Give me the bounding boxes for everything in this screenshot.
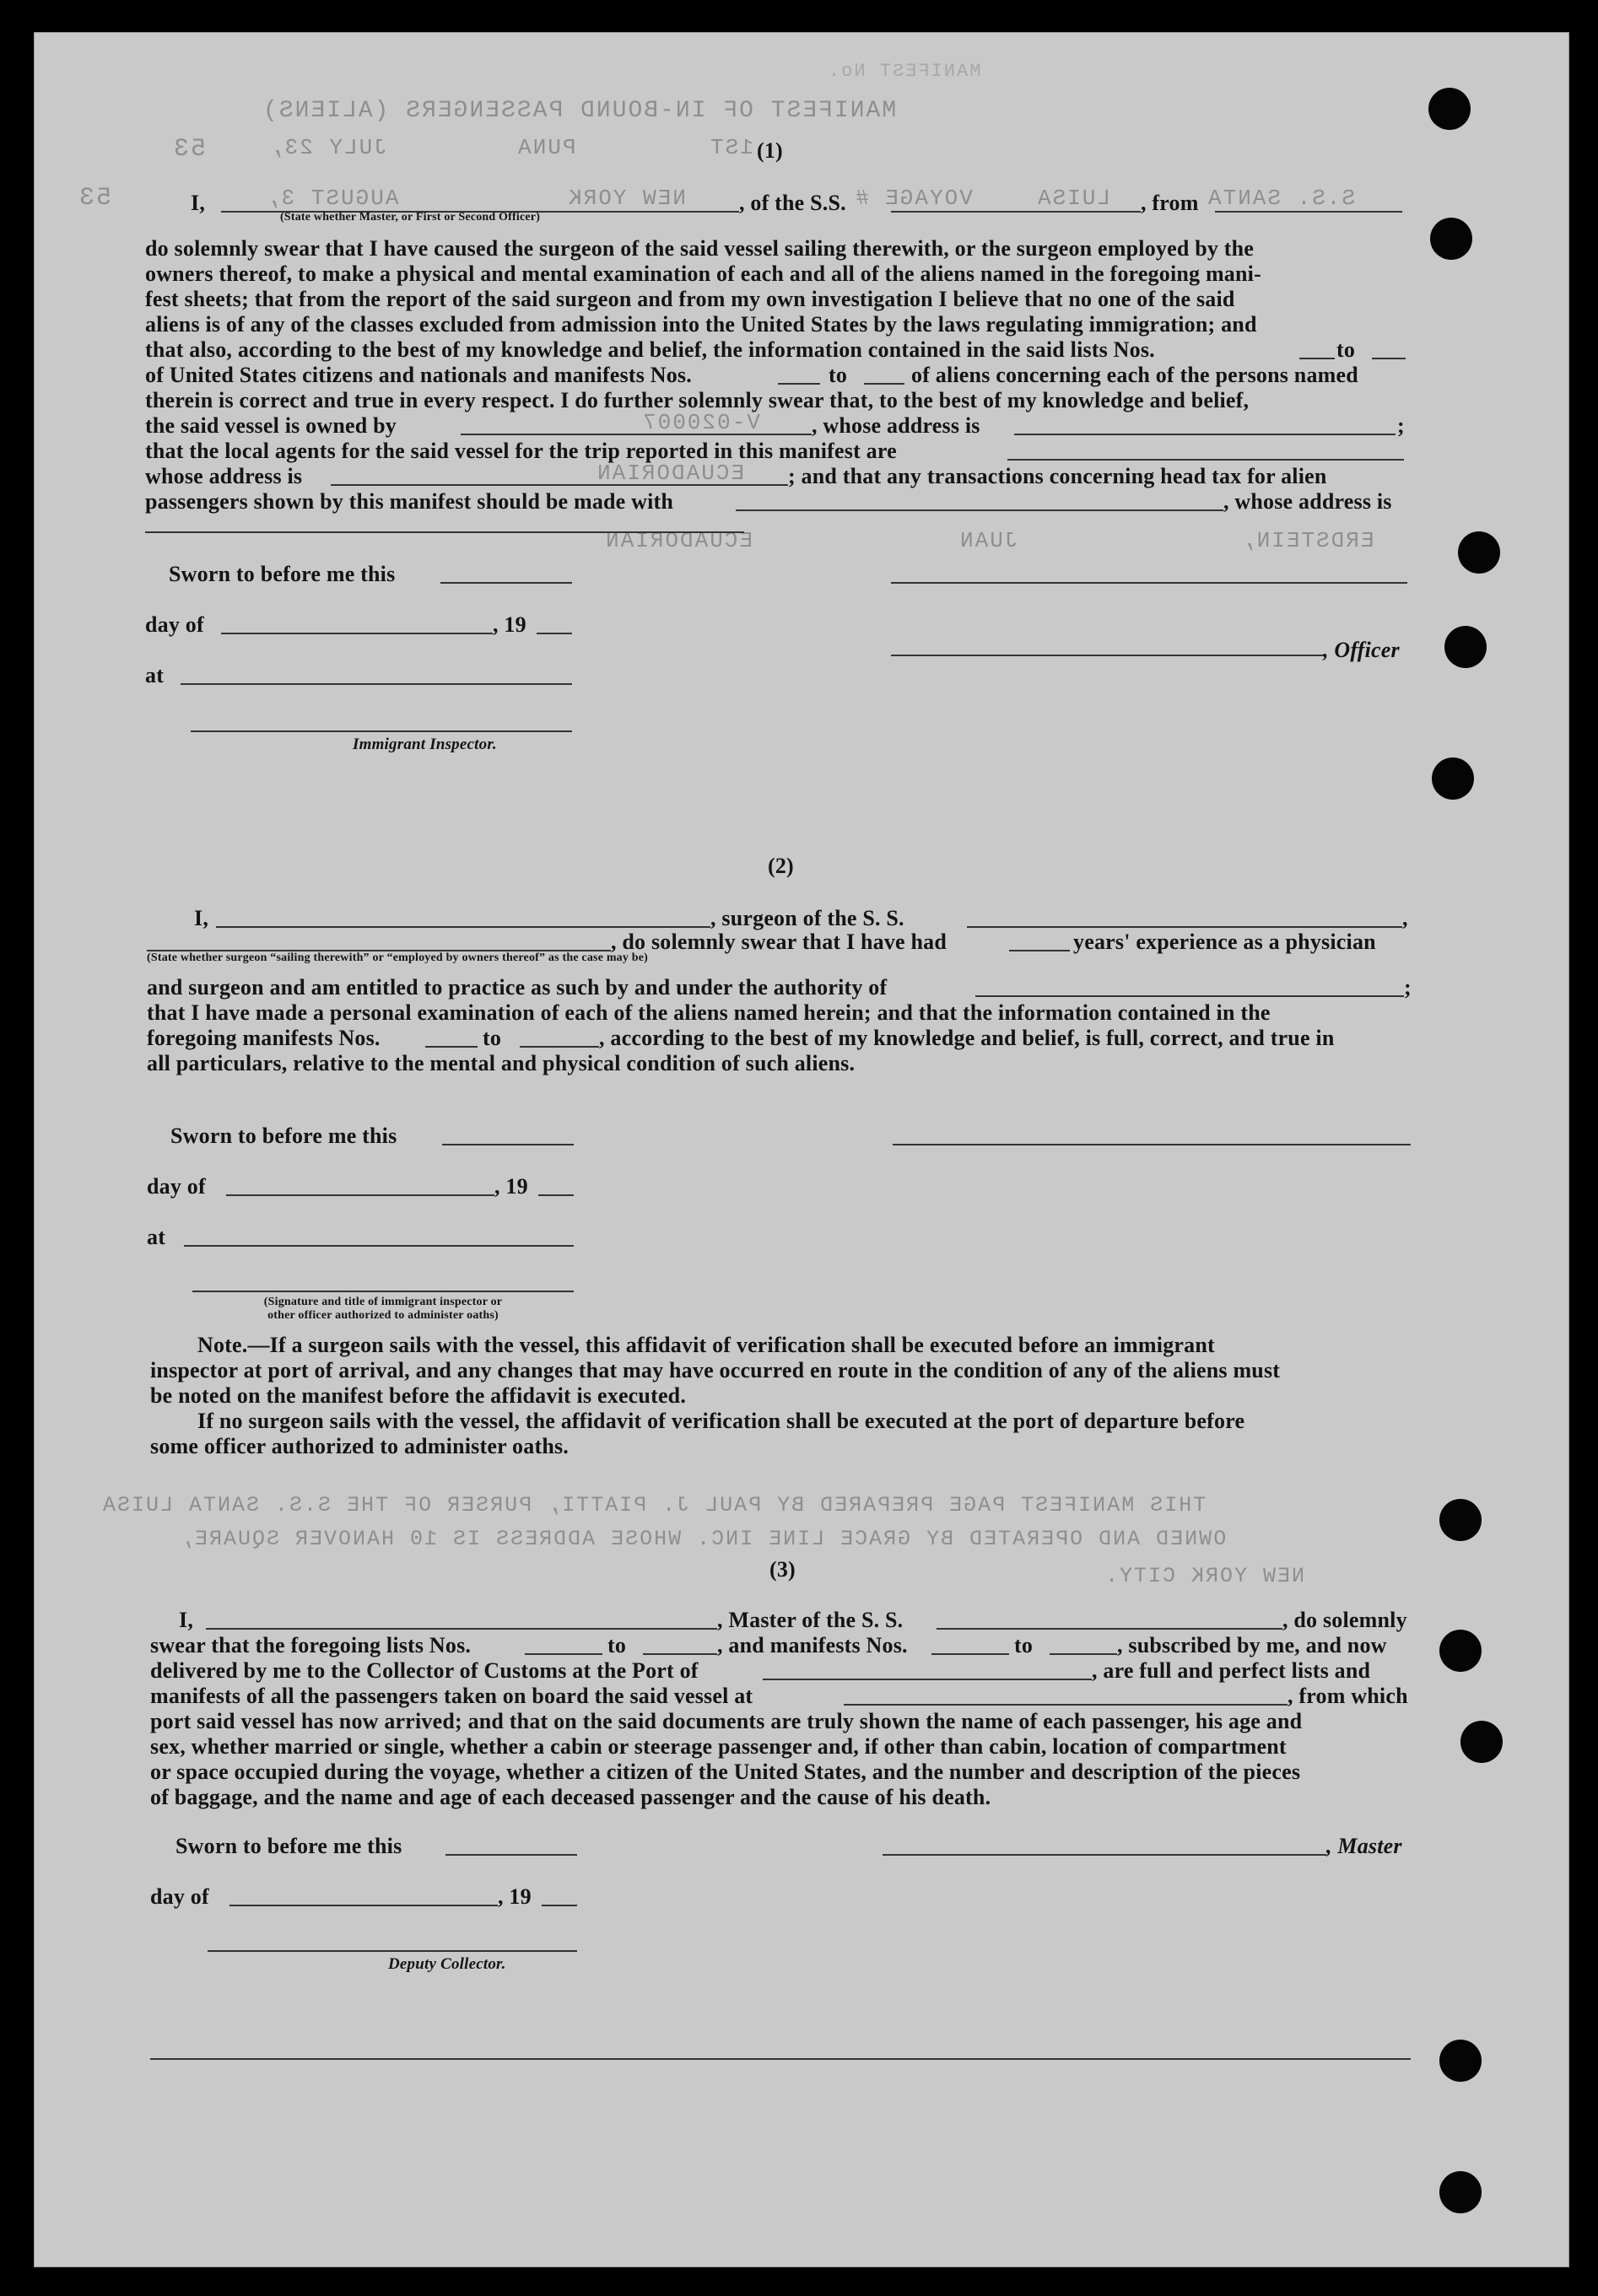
binder-hole <box>1458 531 1500 574</box>
binder-hole <box>1430 218 1472 260</box>
oath-text: , are full and perfect lists and <box>1092 1658 1371 1683</box>
year-label: , 19 <box>494 1174 528 1199</box>
oath-line: foregoing manifests Nos. <box>147 1026 381 1050</box>
fill-line <box>736 509 1223 511</box>
note-text: inspector at port of arrival, and any changes that may have occurred en route in the condition of any of the aliens must <box>150 1358 1281 1382</box>
bleed-text: ECUADORIAN <box>604 528 753 553</box>
oath-line: that the local agents for the said vessel for the trip reported in this manifest are <box>145 439 897 463</box>
bleed-text: JULY 23, <box>268 135 387 160</box>
signature-line <box>893 1144 1411 1145</box>
oath-text: , from which <box>1288 1684 1408 1708</box>
at-label: at <box>147 1225 166 1249</box>
oath-text: I, <box>179 1608 194 1632</box>
at-label: at <box>145 663 165 687</box>
field-note: (State whether surgeon “sailing therewith” or “employed by owners thereof” as the case may be) <box>147 951 649 964</box>
oath-line: the said vessel is owned by <box>145 413 397 438</box>
section-number: (3) <box>769 1557 796 1582</box>
oath-text: to <box>829 363 848 387</box>
fill-line <box>891 211 1141 213</box>
oath-text: , whose address is <box>812 413 980 438</box>
sworn-label: Sworn to before me this <box>175 1834 402 1858</box>
oath-line: sex, whether married or single, whether a cabin or steerage passenger and, if other than cabin, location of compartment <box>150 1734 1287 1759</box>
fill-line <box>229 1905 498 1906</box>
oath-text: , surgeon of the S. S. <box>710 906 904 930</box>
oath-text: , <box>1402 906 1408 930</box>
binder-hole <box>1439 1630 1482 1672</box>
signature-note: (Signature and title of immigrant inspector or <box>263 1296 503 1308</box>
fill-line <box>844 1704 1288 1706</box>
oath-line: passengers shown by this manifest should be made with <box>145 489 674 514</box>
oath-line: or space occupied during the voyage, whether a citizen of the United States, and the number and description of the pieces <box>150 1760 1301 1784</box>
fill-line <box>445 1854 577 1856</box>
bleed-text: NEW YORK <box>567 186 686 211</box>
signature-line <box>891 655 1323 656</box>
collector-label: Deputy Collector. <box>388 1955 506 1973</box>
oath-text: I, <box>194 906 209 930</box>
day-label: day of <box>145 612 204 637</box>
binder-hole <box>1460 1721 1503 1763</box>
note-text: be noted on the manifest before the affidavit is executed. <box>150 1383 687 1408</box>
oath-text: , do solemnly <box>1282 1608 1407 1632</box>
inspector-label: Immigrant Inspector. <box>353 736 497 753</box>
fill-line <box>226 1194 494 1196</box>
oath-text: to <box>1014 1633 1034 1657</box>
fill-line <box>1007 459 1404 461</box>
note-text: If no surgeon sails with the vessel, the affidavit of verification shall be executed at the port of departure before <box>197 1409 1245 1433</box>
oath-line: whose address is <box>145 464 303 488</box>
fill-line <box>538 1194 574 1196</box>
binder-hole <box>1444 626 1487 668</box>
oath-text: swear that the foregoing lists Nos. <box>150 1633 472 1657</box>
bleed-text: THIS MANIFEST PAGE PREPARED BY PAUL J. PIATTI, PURSER OF THE S.S. SANTA LUISA <box>101 1493 1207 1517</box>
fill-line <box>184 1245 574 1247</box>
fill-line <box>440 582 572 584</box>
fill-line <box>181 683 572 685</box>
oath-text: , Master of the S. S. <box>717 1608 904 1632</box>
bleed-text: LUISA <box>1036 186 1111 211</box>
fill-line <box>461 434 812 435</box>
note-text: some officer authorized to administer oaths. <box>150 1434 569 1458</box>
master-label: , Master <box>1326 1834 1402 1858</box>
fill-line <box>331 484 788 486</box>
oath-text: , and manifests Nos. <box>717 1633 908 1657</box>
signature-line <box>192 1291 574 1292</box>
oath-text: delivered by me to the Collector of Customs at the Port of <box>150 1658 699 1683</box>
fill-line <box>763 1679 1092 1680</box>
oath-text: to <box>607 1633 627 1657</box>
oath-text: , do solemnly swear that I have had <box>611 930 947 954</box>
fill-line <box>145 531 744 533</box>
bleed-text: ERDSTEIN, <box>1240 528 1374 553</box>
fill-line <box>520 1046 599 1048</box>
fill-line <box>967 926 1402 928</box>
year-label: , 19 <box>493 612 526 637</box>
fill-line <box>1009 950 1070 951</box>
day-label: day of <box>150 1884 209 1909</box>
signature-line <box>891 582 1407 584</box>
year-label: , 19 <box>498 1884 532 1909</box>
fill-line <box>778 383 820 385</box>
fill-line <box>221 633 493 634</box>
signature-line <box>191 730 572 732</box>
fill-line <box>537 633 572 634</box>
bleed-text: ECUADORIAN <box>596 461 745 486</box>
bleed-text: 53 <box>78 184 112 213</box>
fill-line <box>525 1653 602 1655</box>
fill-line <box>937 1628 1282 1630</box>
oath-text: manifests of all the passengers taken on board the said vessel at <box>150 1684 753 1708</box>
oath-text: I, <box>191 191 206 215</box>
bleed-text: 1ST <box>709 135 753 160</box>
oath-line: fest sheets; that from the report of the said surgeon and from my own investigation I believe that no one of the said <box>145 287 1235 311</box>
binder-hole <box>1439 2171 1482 2213</box>
oath-text: ; and that any transactions concerning head tax for alien <box>788 464 1327 488</box>
fill-line <box>1372 358 1406 359</box>
bleed-text: S.S. SANTA <box>1207 186 1356 211</box>
oath-line: do solemnly swear that I have caused the surgeon of the said vessel sailing therewith, or the surgeon employed by the <box>145 236 1255 261</box>
field-note: (State whether Master, or First or Second Officer) <box>280 211 541 224</box>
oath-text: , from <box>1141 191 1199 215</box>
fill-line <box>975 995 1404 997</box>
signature-line <box>883 1854 1326 1856</box>
oath-text: of aliens concerning each of the persons named <box>911 363 1358 387</box>
fill-line <box>425 1046 478 1048</box>
binder-hole <box>1432 757 1474 800</box>
sworn-label: Sworn to before me this <box>170 1124 397 1148</box>
bleed-text: V-020007 <box>641 410 760 435</box>
binder-hole <box>1439 2040 1482 2082</box>
fill-line <box>864 383 904 385</box>
oath-text: ; <box>1404 975 1412 1000</box>
signature-line <box>208 1950 577 1952</box>
oath-line: of United States citizens and nationals and manifests Nos. <box>145 363 692 387</box>
fill-line <box>542 1905 577 1906</box>
fill-line <box>1050 1653 1117 1655</box>
fill-line <box>643 1653 717 1655</box>
bleed-text: NEW YORK CITY. <box>1104 1564 1305 1588</box>
bleed-text: AUGUST 3, <box>265 186 399 211</box>
fill-line <box>1215 211 1402 213</box>
oath-line: aliens is of any of the classes excluded from admission into the United States by the laws regulating immigration; and <box>145 312 1257 337</box>
oath-text: , of the S.S. <box>739 191 846 215</box>
section-number: (2) <box>768 854 794 878</box>
oath-text: , whose address is <box>1223 489 1392 514</box>
oath-line: and surgeon and am entitled to practice as such by and under the authority of <box>147 975 888 1000</box>
bleed-text: MANIFEST OF IN-BOUND PASSENGERS (ALIENS) <box>262 98 897 124</box>
oath-text: ; <box>1397 413 1405 438</box>
bleed-text: PUNA <box>516 135 576 160</box>
bleed-text: OWNED AND OPERATED BY GRACE LINE INC. WHOSE ADDRESS IS 10 HANOVER SQUARE, <box>179 1527 1227 1551</box>
oath-text: , according to the best of my knowledge and belief, is full, correct, and true in <box>599 1026 1335 1050</box>
oath-line: of baggage, and the name and age of each deceased passenger and the cause of his death. <box>150 1785 991 1809</box>
officer-label: , Officer <box>1323 638 1400 662</box>
bleed-text: 53 <box>172 135 207 164</box>
bleed-text: JUAN <box>958 528 1018 553</box>
fill-line <box>206 1628 717 1630</box>
oath-text: , subscribed by me, and now <box>1117 1633 1387 1657</box>
sworn-label: Sworn to before me this <box>169 562 396 586</box>
oath-line: owners thereof, to make a physical and mental examination of each and all of the aliens named in the foregoing mani- <box>145 261 1261 286</box>
bleed-text: MANIFEST No. <box>827 61 981 82</box>
bottom-rule <box>150 2058 1411 2060</box>
fill-line <box>1299 358 1335 359</box>
bleed-text: VOYAGE # <box>854 186 973 211</box>
fill-line <box>1014 434 1396 435</box>
fill-line <box>931 1653 1009 1655</box>
day-label: day of <box>147 1174 206 1199</box>
oath-line: all particulars, relative to the mental and physical condition of such aliens. <box>147 1051 856 1075</box>
oath-line: port said vessel has now arrived; and that on the said documents are truly shown the name of each passenger, his age and <box>150 1709 1303 1733</box>
oath-text: years' experience as a physician <box>1073 930 1376 954</box>
oath-line: therein is correct and true in every respect. I do further solemnly swear that, to the best of my knowledge and belief, <box>145 388 1250 412</box>
note-text: Note.—If a surgeon sails with the vessel, this affidavit of verification shall be executed before an immigrant <box>197 1333 1215 1357</box>
binder-hole <box>1439 1499 1482 1541</box>
fill-line <box>216 926 710 928</box>
oath-text: to <box>1336 337 1356 362</box>
fill-line <box>442 1144 574 1145</box>
oath-text: to <box>483 1026 502 1050</box>
oath-line: that I have made a personal examination of each of the aliens named herein; and that the information contained in the <box>147 1000 1271 1025</box>
binder-hole <box>1428 88 1471 130</box>
oath-line: that also, according to the best of my knowledge and belief, the information contained in the said lists Nos. <box>145 337 1155 362</box>
section-number: (1) <box>757 138 783 163</box>
signature-note: other officer authorized to administer oaths) <box>267 1309 499 1322</box>
